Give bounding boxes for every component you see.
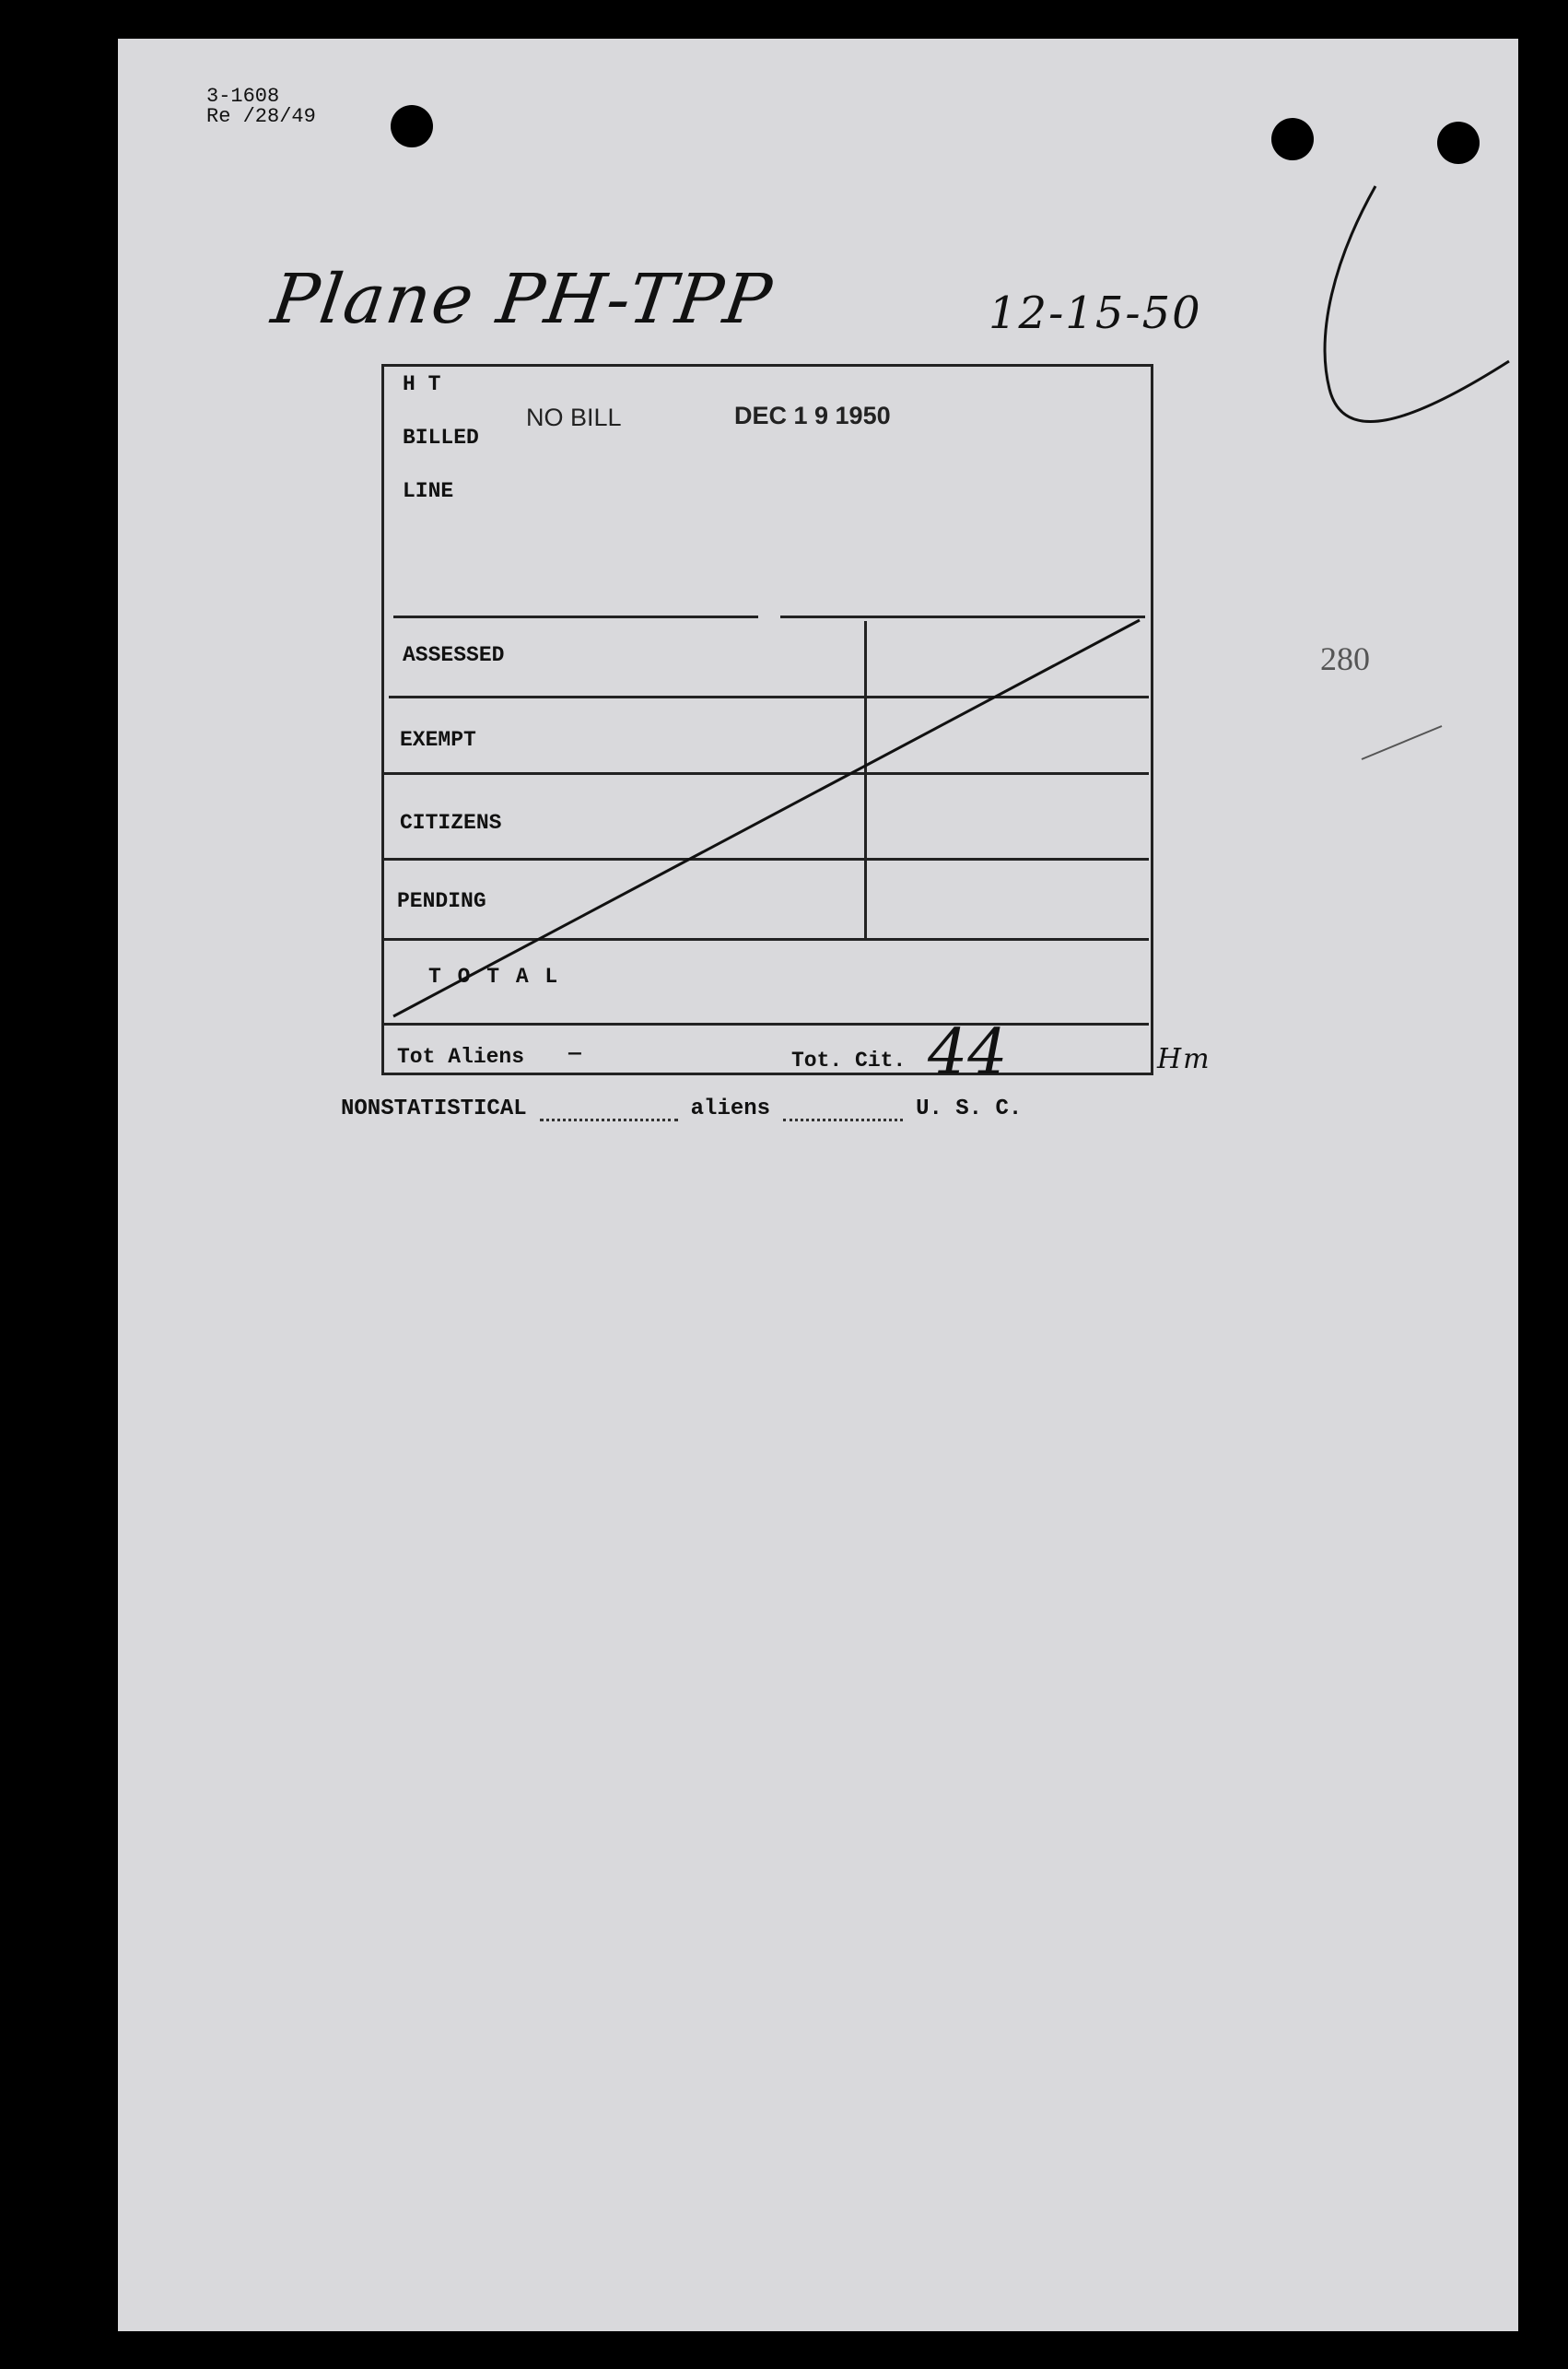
tot-cit-value: 44 [928,1016,1008,1089]
line-label: LINE [403,479,454,503]
row-label-citizens: CITIZENS [400,811,502,835]
tot-cit-label: Tot. Cit. [791,1049,907,1073]
page-number: 280 [1320,640,1370,677]
pencil-mark [1357,721,1449,767]
form-number: 3-1608 [206,85,280,108]
usc-label: U. S. C. [916,1097,1023,1121]
row-label-pending: PENDING [397,889,486,913]
handwritten-date: 12-15-50 [989,287,1202,339]
record-form [381,364,1153,1089]
handwritten-curve-mark [1279,177,1518,481]
nonstatistical-blank [540,1100,678,1121]
handwritten-initials: Hm [1157,1043,1211,1075]
punch-hole [391,105,433,147]
form-revision: Re /28/49 [206,105,316,128]
aliens-label: aliens [690,1097,771,1121]
billed-label: BILLED [403,426,479,450]
date-stamp: DEC 1 9 1950 [734,402,891,429]
no-bill-stamp: NO BILL [526,404,622,431]
ht-label: H T [403,372,441,396]
punch-hole [1271,118,1314,160]
total-label: T O T A L [428,965,560,989]
tot-aliens-label: Tot Aliens [397,1045,525,1069]
handwritten-title: Plane PH-TPP [266,260,778,339]
row-label-exempt: EXEMPT [400,728,476,752]
aliens-blank [783,1100,903,1121]
row-label-assessed: ASSESSED [403,643,505,667]
punch-hole [1437,122,1480,164]
form-code [206,87,316,127]
nonstatistical-line [341,1097,1022,1121]
cancel-line [384,367,1156,1078]
nonstatistical-label: NONSTATISTICAL [341,1097,527,1121]
tot-aliens-value: — [568,1041,581,1065]
document-page [118,39,1518,2331]
